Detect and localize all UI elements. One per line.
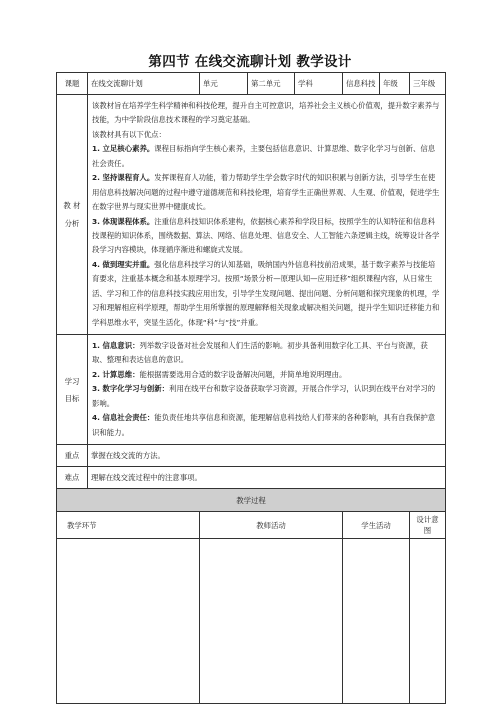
key-point-value: 掌握在线交流的方法。 xyxy=(88,445,446,467)
analysis-point xyxy=(92,142,440,171)
goal-point-head: 1. 信息意识： xyxy=(92,341,140,350)
analysis-point-head: 2. 坚持课程育人。 xyxy=(92,173,155,183)
analysis-label-line-1: 教 材 xyxy=(63,201,81,211)
goals-label xyxy=(57,335,88,445)
col-intent: 设计意图 xyxy=(410,512,446,539)
analysis-point-body: 发挥课程育人功能，着力帮助学生学会数字时代的知识积累与创新方法，引导学生在使用信息科技解决问题的过程中遵守道德规范和科技伦理，培育学生正确世界观、人生观、价值观，促进学生在数字世界与现实世界中健康成长。 xyxy=(92,173,440,212)
process-heading-row xyxy=(57,489,446,512)
analysis-point xyxy=(92,215,440,258)
analysis-point xyxy=(92,171,440,214)
process-heading: 教学过程 xyxy=(57,489,446,512)
subject-label: 学科 xyxy=(295,73,343,95)
analysis-intro-2: 该教材具有以下优点： xyxy=(92,129,166,139)
grade-label: 年级 xyxy=(380,73,410,95)
goal-point xyxy=(92,382,440,411)
lesson-plan-table xyxy=(56,72,446,704)
goals-label-line-2: 目标 xyxy=(64,393,80,403)
goal-point-head: 2. 计算思维： xyxy=(92,369,140,379)
analysis-point-body: 注重信息科技知识体系建构，依据核心素养和学段目标，按照学生的认知特征和信息科技课程的知识体系，围绕数据、算法、网络、信息处理、信息安全、人工智能六条逻辑主线，统筹设计各学段学习内容模块，体现循序渐进和螺旋式发展。 xyxy=(92,216,440,255)
analysis-point xyxy=(92,258,440,330)
goals-row xyxy=(57,335,446,445)
analysis-intro: 该教材旨在培养学生科学精神和科技伦理，提升自主可控意识，培养社会主义核心价值观，提升数字素养与技能，为中学阶段信息技术课程的学习奠定基础。 xyxy=(92,101,440,125)
difficulty-row xyxy=(57,467,446,489)
analysis-point-head: 3. 体现课程体系。 xyxy=(92,216,155,226)
unit-value: 第二单元 xyxy=(248,73,295,95)
difficulty-label: 难点 xyxy=(57,467,88,489)
student-cell xyxy=(343,539,410,704)
teacher-cell xyxy=(200,539,343,704)
goals-label-line-1: 学习 xyxy=(64,376,80,386)
difficulty-value: 理解在线交流过程中的注意事项。 xyxy=(88,467,446,489)
analysis-row xyxy=(57,95,446,335)
subject-value: 信息科技 xyxy=(343,73,380,95)
header-row xyxy=(57,73,446,95)
analysis-label xyxy=(57,95,88,335)
col-stage: 教学环节 xyxy=(57,512,200,539)
analysis-point-head: 4. 做到理实并重。 xyxy=(92,259,155,269)
goal-point-body: 利用在线平台和数字设备获取学习资源，开展合作学习，认识到在线平台对学习的影响。 xyxy=(92,384,436,408)
goal-point xyxy=(92,339,440,368)
goal-point xyxy=(92,368,440,382)
stage-cell xyxy=(57,539,200,704)
key-point-row xyxy=(57,445,446,467)
analysis-content xyxy=(88,95,446,335)
process-columns-row xyxy=(57,512,446,539)
unit-label: 单元 xyxy=(200,73,248,95)
col-student: 学生活动 xyxy=(343,512,410,539)
analysis-point-head: 1. 立足核心素养。 xyxy=(92,144,155,154)
analysis-label-line-2: 分析 xyxy=(64,218,80,228)
goals-content xyxy=(88,335,446,445)
goal-point xyxy=(92,411,440,440)
goal-point-body: 能根据需要选用合适的数字设备解决问题，并简单地说明理由。 xyxy=(139,369,347,379)
analysis-point-body: 强化信息科技学习的认知基础，吸纳国内外信息科技前沿成果，基于数字素养与技能培育要求，注重基本概念和基本原理学习。按照“场景分析—原理认知—应用迁移”组织课程内容，从日常生活、学习和工作的信息科技实践应用出发，引导学生发现问题、提出问题、分析问题和探究现象的机理，学习和理解相应科学原理，帮助学生用所掌握的原理解释相关现象或解决相关问题，提升学生知识迁移能力和学科思维水平，突显生活化，体现“科”与“技”并重。 xyxy=(92,259,440,327)
document-title: 第四节 在线交流聊计划 教学设计 xyxy=(148,54,352,70)
goal-point-body: 能负责任地共享信息和资源，能理解信息科技给人们带来的各种影响，具有自我保护意识和能力。 xyxy=(92,413,436,437)
intent-cell xyxy=(410,539,446,704)
process-content-row xyxy=(57,539,446,704)
goal-point-head: 3. 数字化学习与创新： xyxy=(92,384,170,394)
goal-point-head: 4. 信息社会责任： xyxy=(92,413,155,423)
col-teacher: 教师活动 xyxy=(200,512,343,539)
course-value: 在线交流聊计划 xyxy=(88,73,200,95)
goal-point-body: 列举数字设备对社会发展和人们生活的影响。初步具备利用数字化工具、平台与资源，获取、整理和表达信息的意识。 xyxy=(92,341,428,365)
grade-value: 三年级 xyxy=(410,73,446,95)
analysis-point-body: 课程目标指向学生核心素养，主要包括信息意识、计算思维、数字化学习与创新、信息社会责任。 xyxy=(92,144,436,168)
course-label: 课题 xyxy=(57,73,88,95)
key-point-label: 重点 xyxy=(57,445,88,467)
